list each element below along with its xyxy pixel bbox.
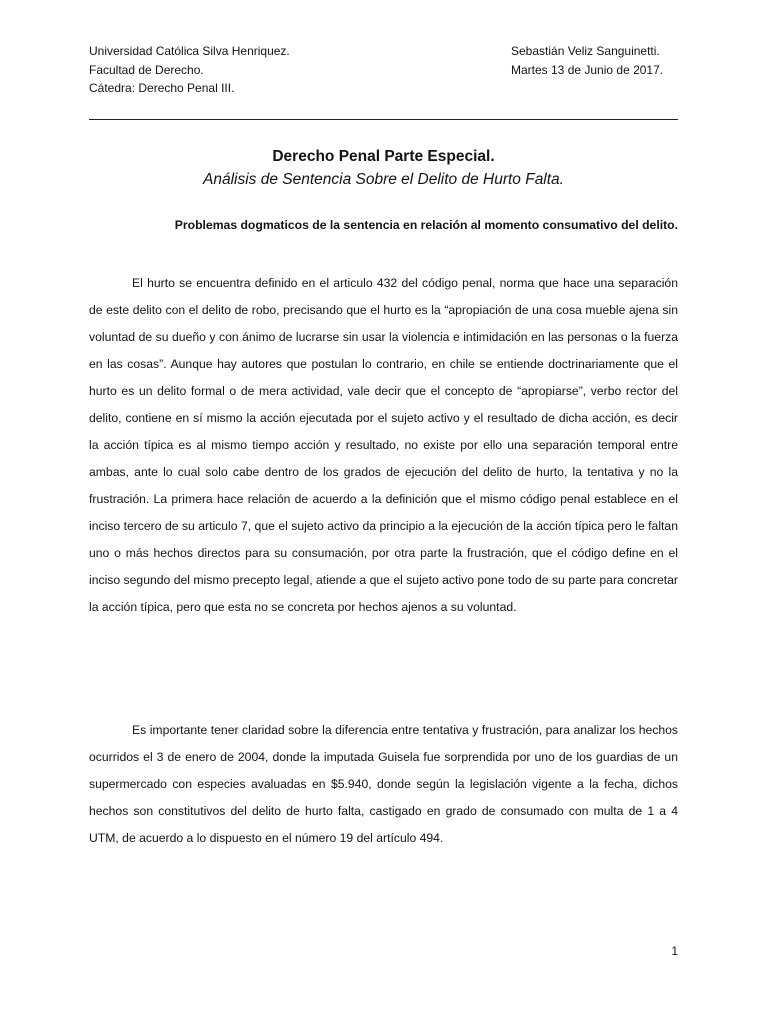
header-author: Sebastián Veliz Sanguinetti. <box>511 44 660 58</box>
header-author-block <box>511 42 711 79</box>
body-paragraph-2: Es importante tener claridad sobre la diferencia entre tentativa y frustración, para analizar los hechos ocurridos el 3 de enero de 2004, donde la imputada Guisela fue sorprendida por uno de los guardias de un supermercado con especies avaluadas en $5.940, donde según la legislación vigente a la fecha, dichos hechos son constitutivos del delito de hurto falta, castigado en grado de consumado con multa de 1 a 4 UTM, de acuerdo a lo dispuesto en el número 19 del artículo 494. <box>89 723 678 845</box>
header-divider <box>89 119 678 120</box>
header-institution-block <box>89 42 389 98</box>
section-heading: Problemas dogmaticos de la sentencia en relación al momento consumativo del delito. <box>174 218 678 232</box>
header-date: Martes 13 de Junio de 2017. <box>511 62 664 77</box>
document-title: Derecho Penal Parte Especial. <box>272 148 495 165</box>
document-subtitle: Análisis de Sentencia Sobre el Delito de Hurto Falta. <box>202 171 564 188</box>
header-faculty: Facultad de Derecho. <box>89 62 204 77</box>
body-paragraph-1: El hurto se encuentra definido en el articulo 432 del código penal, norma que hace una separación de este delito con el delito de robo, precisando que el hurto es la “apropiación de una cosa mueble ajena sin voluntad de su dueño y con ánimo de lucrarse sin usar la violencia e intimidación en las personas o la fuerza en las cosas”. Aunque hay autores que postulan lo contrario, en chile se entiende doctrinariamente que el hurto es un delito formal o de mera actividad, vale decir que el concepto de “apropiarse”, verbo rector del delito, contiene en sí mismo la acción ejecutada por el sujeto activo y el resultado de dicha acción, es decir la acción típica es al mismo tiempo acción y resultado, no existe por ello una separación temporal entre ambas, ante lo cual solo cabe dentro de los grados de ejecución del delito de hurto, la tentativa y no la frustración. La primera hace relación de acuerdo a la definición que el mismo código penal establece en el inciso tercero de su articulo 7, que el sujeto activo da principio a la ejecución de la acción típica pero le faltan uno o más hechos directos para su consumación, por otra parte la frustración, que el código define en el inciso segundo del mismo precepto legal, atiende a que el sujeto activo pone todo de su parte para concretar la acción típica, pero que esta no se concreta por hechos ajenos a su voluntad. <box>89 276 678 614</box>
header-university: Universidad Católica Silva Henriquez. <box>89 44 290 58</box>
page-number: 1 <box>671 944 678 958</box>
header-course: Cátedra: Derecho Penal III. <box>89 81 235 95</box>
